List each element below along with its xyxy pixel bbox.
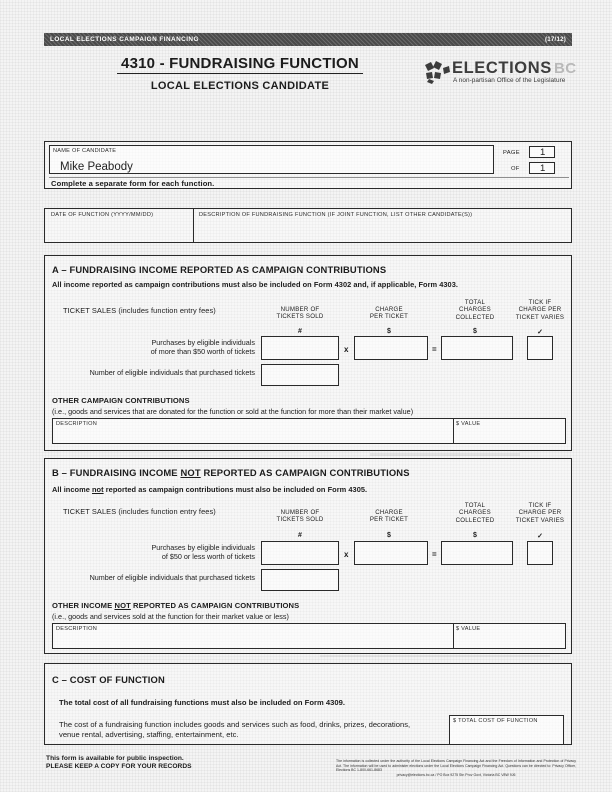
section-b-value-input[interactable] (455, 634, 565, 648)
section-a-total-charges-input[interactable] (441, 336, 513, 360)
section-c (44, 663, 572, 745)
section-b-col-tickets-sold: NUMBER OF TICKETS SOLD (276, 509, 324, 524)
section-a-heading: A – FUNDRAISING INCOME REPORTED AS CAMPAIGN CONTRIBUTIONS (52, 264, 387, 275)
candidate-divider (49, 177, 569, 178)
section-b-equals-operator: = (432, 550, 437, 559)
candidate-note: Complete a separate form for each function. (51, 179, 215, 188)
section-a-other-table (52, 418, 566, 444)
logo-region: BC (554, 60, 577, 77)
logo-tagline: A non-partisan Office of the Legislature (453, 77, 566, 84)
section-a-symbol-number: # (298, 328, 302, 335)
section-a-symbol-tick: ✓ (537, 329, 543, 336)
scan-artifact (320, 655, 550, 657)
banner-title: LOCAL ELECTIONS CAMPAIGN FINANCING (50, 36, 199, 43)
section-b-varies-checkbox[interactable] (527, 541, 553, 565)
section-b-subheading: All income not reported as campaign contributions must also be included on Form 4305. (52, 485, 368, 494)
section-b-symbol-total: $ (473, 532, 477, 539)
logo-wordmark: ELECTIONS (452, 59, 552, 77)
section-c-description: The cost of a fundraising function includes goods and services such as food, drinks, prizes, decorations, venue rental, advertising, staffing, entertainment, etc. (59, 720, 411, 739)
footer-keep-copy-note: PLEASE KEEP A COPY FOR YOUR RECORDS (46, 763, 192, 771)
section-a (44, 255, 572, 451)
section-b (44, 458, 572, 654)
section-a-other-sub: (i.e., goods and services that are donated for the function or sold at the function for more than their market value) (52, 407, 414, 416)
section-b-symbol-tick: ✓ (537, 533, 543, 540)
section-a-other-divider (453, 419, 454, 443)
section-a-symbol-charge: $ (387, 328, 391, 335)
section-a-desc-input[interactable] (55, 429, 451, 443)
section-b-other-divider (453, 624, 454, 648)
section-b-row1-label: Purchases by eligible individuals of $50 or less worth of tickets (151, 543, 255, 561)
section-b-symbol-number: # (298, 532, 302, 539)
page-of-value: 1 (540, 163, 546, 174)
section-b-heading-not: NOT (180, 467, 201, 478)
section-b-col-total-charges: TOTAL CHARGES COLLECTED (455, 502, 495, 524)
section-b-total-charges-input[interactable] (441, 541, 513, 565)
section-c-total-cost-label: $ TOTAL COST OF FUNCTION (453, 718, 538, 724)
section-b-eligible-individuals-input[interactable] (261, 569, 339, 591)
function-date-input[interactable] (51, 223, 187, 241)
section-a-eligible-individuals-input[interactable] (261, 364, 339, 386)
section-c-bold-line: The total cost of all fundraising functions must also be included on Form 4309. (59, 698, 345, 707)
section-a-equals-operator: = (432, 345, 437, 354)
page-title: 4310 - FUNDRAISING FUNCTION (117, 55, 363, 74)
candidate-name-field[interactable] (49, 145, 494, 174)
section-b-col-tick-varies: TICK IF CHARGE PER TICKET VARIES (515, 502, 565, 524)
section-a-subheading: All income reported as campaign contributions must also be included on Form 4302 and, if applicable, Form 4303. (52, 280, 458, 289)
section-a-col-total-charges: TOTAL CHARGES COLLECTED (455, 299, 495, 321)
page-of-label: OF (511, 166, 520, 172)
section-b-other-heading: OTHER INCOME NOT REPORTED AS CAMPAIGN CONTRIBUTIONS (52, 601, 300, 610)
function-details-block (44, 208, 572, 243)
section-b-other-sub: (i.e., goods and services sold at the function for their market value or less) (52, 612, 289, 621)
section-b-other-not: NOT (114, 601, 131, 610)
section-a-row2-label: Number of eligible individuals that purchased tickets (89, 368, 255, 377)
page-number-value: 1 (540, 147, 546, 158)
form-sheet (40, 33, 577, 777)
section-b-col-charge-per-ticket: CHARGE PER TICKET (369, 509, 409, 524)
section-b-row2-label: Number of eligible individuals that purchased tickets (89, 573, 255, 582)
section-b-symbol-charge: $ (387, 532, 391, 539)
footer-inspection-note: This form is available for public inspection. (46, 755, 184, 762)
function-block-divider (193, 209, 194, 242)
banner-bar (44, 33, 572, 46)
section-a-ticket-sales-label: TICKET SALES (includes function entry fees) (63, 306, 216, 315)
section-b-tickets-sold-input[interactable] (261, 541, 339, 565)
function-description-label: DESCRIPTION OF FUNDRAISING FUNCTION (IF JOINT FUNCTION, LIST OTHER CANDIDATE(S)) (199, 212, 473, 218)
section-a-col-tick-varies: TICK IF CHARGE PER TICKET VARIES (515, 299, 565, 321)
elections-bc-logo (423, 59, 577, 91)
section-a-charge-per-ticket-input[interactable] (354, 336, 428, 360)
footer-privacy-notice: The information is collected under the authority of the Local Elections Campaign Financing Act and the Freedom of Information and Protection of Privacy Act. The information will be used to administer elections under the Local Elections Campaign Financing Act. Questions can be directed to: Privacy Officer, Elections BC 1-800-661-8683 privacy@elections.bc.ca / PO Box 9275 Stn Prov Govt, Victoria BC V8W 9J6 (336, 759, 576, 777)
section-c-heading: C – COST OF FUNCTION (52, 674, 165, 685)
section-a-symbol-total: $ (473, 328, 477, 335)
section-a-value-label: $ VALUE (456, 421, 481, 427)
section-b-ticket-sales-label: TICKET SALES (includes function entry fees) (63, 507, 216, 516)
section-b-heading: B – FUNDRAISING INCOME NOT REPORTED AS CAMPAIGN CONTRIBUTIONS (52, 467, 410, 478)
section-b-charge-per-ticket-input[interactable] (354, 541, 428, 565)
page-number-field[interactable] (529, 146, 555, 158)
page-of-field[interactable] (529, 162, 555, 174)
scan-artifact (370, 453, 520, 456)
candidate-name-label: NAME OF CANDIDATE (53, 148, 117, 154)
function-description-input[interactable] (199, 223, 565, 241)
section-a-desc-label: DESCRIPTION (56, 421, 97, 427)
title-block (40, 55, 440, 92)
section-c-total-cost-field[interactable] (449, 715, 564, 745)
section-a-varies-checkbox[interactable] (527, 336, 553, 360)
section-a-multiply-operator: x (344, 345, 349, 354)
section-a-row1-label: Purchases by eligible individuals of more than $50 worth of tickets (150, 338, 255, 356)
section-a-value-input[interactable] (455, 429, 565, 443)
section-b-multiply-operator: x (344, 550, 349, 559)
candidate-name-value: Mike Peabody (60, 161, 133, 173)
section-a-col-tickets-sold: NUMBER OF TICKETS SOLD (276, 306, 324, 321)
form-version: (17/12) (544, 36, 566, 43)
section-b-other-table (52, 623, 566, 649)
function-date-label: DATE OF FUNCTION (YYYY/MM/DD) (51, 212, 154, 218)
section-a-other-heading: OTHER CAMPAIGN CONTRIBUTIONS (52, 396, 190, 405)
page-label: PAGE (503, 150, 520, 156)
section-b-desc-input[interactable] (55, 634, 451, 648)
section-b-sub-not: not (91, 485, 104, 494)
section-a-col-charge-per-ticket: CHARGE PER TICKET (369, 306, 409, 321)
elections-starburst-icon (423, 60, 451, 84)
section-b-value-label: $ VALUE (456, 626, 481, 632)
section-b-desc-label: DESCRIPTION (56, 626, 97, 632)
page-subtitle: LOCAL ELECTIONS CANDIDATE (150, 80, 330, 92)
footer-left (46, 755, 192, 772)
candidate-block (44, 141, 572, 189)
section-a-tickets-sold-input[interactable] (261, 336, 339, 360)
